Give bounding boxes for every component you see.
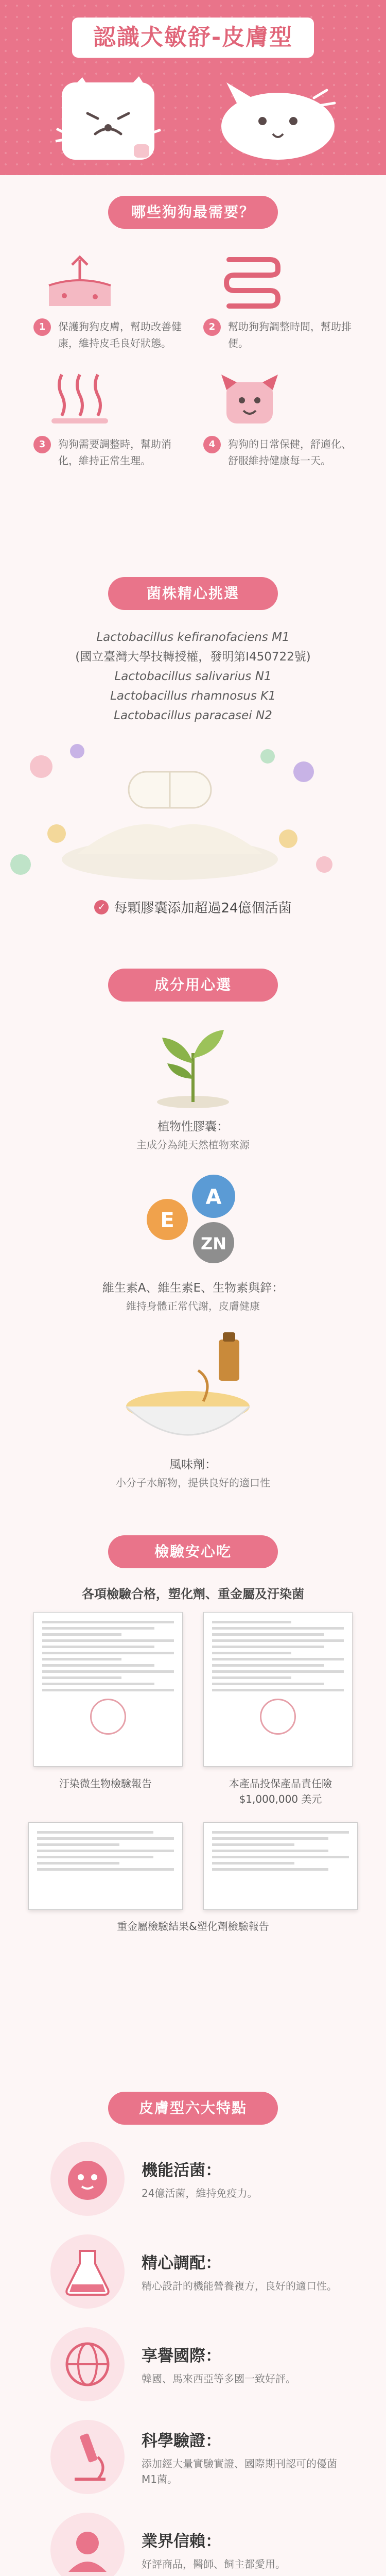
insurance-caption: 本產品投保產品責任險$1,000,000 美元 bbox=[229, 1777, 332, 1805]
capsule-powder-illustration bbox=[0, 736, 340, 890]
need-text-3: 狗狗需要調整時，幫助消化，維持正常生理。 bbox=[58, 438, 171, 467]
need-number-3: 3 bbox=[33, 436, 51, 453]
feature-1-title: 機能活菌： bbox=[142, 2161, 221, 2180]
strains-header: 菌株精心挑選 bbox=[108, 577, 278, 610]
feature-2-title: 精心調配： bbox=[142, 2253, 221, 2273]
strain-1-patent: (國立臺灣大學技轉授權，發明第I450722號) bbox=[75, 650, 311, 664]
vitamin-spheres-icon bbox=[126, 1168, 260, 1271]
need-card-2 bbox=[203, 249, 353, 351]
safety-section bbox=[0, 1515, 386, 2071]
feature-3 bbox=[49, 2326, 337, 2403]
feature-1 bbox=[49, 2140, 337, 2217]
feature-2-desc: 精心設計的機能營養複方，良好的適口性。 bbox=[142, 2279, 337, 2292]
feature-5-desc: 好評商品，醫師、飼主都愛用。 bbox=[142, 2557, 286, 2570]
need-text-4: 狗狗的日常保健，舒適化、舒服維持健康每一天。 bbox=[228, 438, 352, 467]
strain-1: Lactobacillus kefiranofaciens M1 bbox=[96, 631, 290, 644]
plant-sprout-icon bbox=[136, 1017, 250, 1110]
ingredient-3 bbox=[28, 1329, 358, 1490]
need-text-2: 幫助狗狗調整時間，幫助排便。 bbox=[228, 320, 352, 349]
need-card-1 bbox=[33, 249, 183, 351]
dog-rolling-icon bbox=[216, 77, 340, 165]
ingredient-1-title: 植物性膠囊： bbox=[157, 1120, 229, 1133]
strain-3: Lactobacillus rhamnosus K1 bbox=[110, 689, 276, 703]
ingredient-3-desc: 小分子水解物，提供良好的適口性 bbox=[116, 1477, 270, 1489]
insurance-doc bbox=[203, 1612, 353, 1767]
ingredient-1 bbox=[28, 1017, 358, 1153]
ingredient-1-desc: 主成分為純天然植物來源 bbox=[136, 1139, 250, 1151]
svg-text:ZN: ZN bbox=[201, 1234, 226, 1253]
safety-subtitle: 各項檢驗合格，塑化劑、重金屬及汙染菌 bbox=[82, 1587, 304, 1601]
strain-4: Lactobacillus paracasei N2 bbox=[114, 709, 272, 722]
strain-list bbox=[33, 628, 353, 725]
feature-4-title: 科學驗證： bbox=[142, 2431, 221, 2450]
feature-3-desc: 韓國、馬來西亞等多國一致好評。 bbox=[142, 2372, 296, 2385]
strain-2: Lactobacillus salivarius N1 bbox=[114, 670, 272, 683]
feature-5-title: 業界信賴： bbox=[142, 2532, 221, 2551]
needs-header: 哪些狗狗最需要？ bbox=[108, 196, 278, 229]
dog-scratching-icon bbox=[51, 72, 165, 165]
strain-note bbox=[0, 897, 386, 917]
page-title: 認識犬敏舒-皮膚型 bbox=[72, 18, 314, 58]
flavor-bowl-icon bbox=[116, 1329, 270, 1448]
need-number-2: 2 bbox=[203, 318, 221, 336]
feature-4 bbox=[49, 2418, 337, 2496]
need-number-1: 1 bbox=[33, 318, 51, 336]
flask-icon bbox=[49, 2233, 126, 2310]
plasticizer-doc bbox=[203, 1822, 358, 1910]
safety-header: 檢驗安心吃 bbox=[108, 1535, 278, 1568]
strain-note-text: 每顆膠囊添加超過24億個活菌 bbox=[114, 901, 292, 916]
globe-icon bbox=[49, 2326, 126, 2403]
bacteria-icon bbox=[49, 2140, 126, 2217]
microscope-icon bbox=[49, 2418, 126, 2496]
feature-1-desc: 24億活菌，維持免疫力。 bbox=[142, 2187, 258, 2199]
heavy-metal-doc bbox=[28, 1822, 183, 1910]
ingredients-header: 成分用心選 bbox=[108, 969, 278, 1002]
needs-section bbox=[0, 175, 386, 556]
lab-report-doc bbox=[33, 1612, 183, 1767]
ingredient-2-title: 維生素A、維生素E、生物素與鋅： bbox=[102, 1281, 284, 1295]
ingredients-section bbox=[0, 948, 386, 1515]
ingredient-3-title: 風味劑： bbox=[169, 1458, 217, 1471]
features-section bbox=[0, 2071, 386, 2576]
feature-5 bbox=[49, 2511, 337, 2576]
feature-2 bbox=[49, 2233, 337, 2310]
ingredient-2 bbox=[28, 1168, 358, 1314]
lab-report-caption: 汙染微生物檢驗報告 bbox=[59, 1777, 152, 1790]
feature-4-desc: 添加經大量實驗實證、國際期刊認可的優菌M1菌。 bbox=[142, 2457, 337, 2485]
skin-layers-icon bbox=[44, 249, 116, 311]
hero-banner bbox=[0, 0, 386, 175]
need-card-4 bbox=[203, 367, 353, 469]
strains-section bbox=[0, 556, 386, 948]
intestine-icon bbox=[214, 249, 286, 311]
dog-happy-icon bbox=[214, 367, 286, 429]
need-text-1: 保護狗狗皮膚，幫助改善健康，維持皮毛良好狀態。 bbox=[58, 320, 182, 349]
svg-text:E: E bbox=[160, 1209, 174, 1232]
svg-text:A: A bbox=[205, 1185, 222, 1209]
ingredient-2-desc: 維持身體正常代謝，皮膚健康 bbox=[126, 1300, 260, 1312]
heavy-metal-caption: 重金屬檢驗結果&塑化劑檢驗報告 bbox=[117, 1920, 269, 1933]
check-icon: ✓ bbox=[94, 900, 109, 914]
features-header: 皮膚型六大特點 bbox=[108, 2092, 278, 2125]
handshake-icon bbox=[49, 2511, 126, 2576]
feature-3-title: 享譽國際： bbox=[142, 2346, 221, 2365]
heat-waves-icon bbox=[44, 367, 116, 429]
need-number-4: 4 bbox=[203, 436, 221, 453]
need-card-3 bbox=[33, 367, 183, 469]
